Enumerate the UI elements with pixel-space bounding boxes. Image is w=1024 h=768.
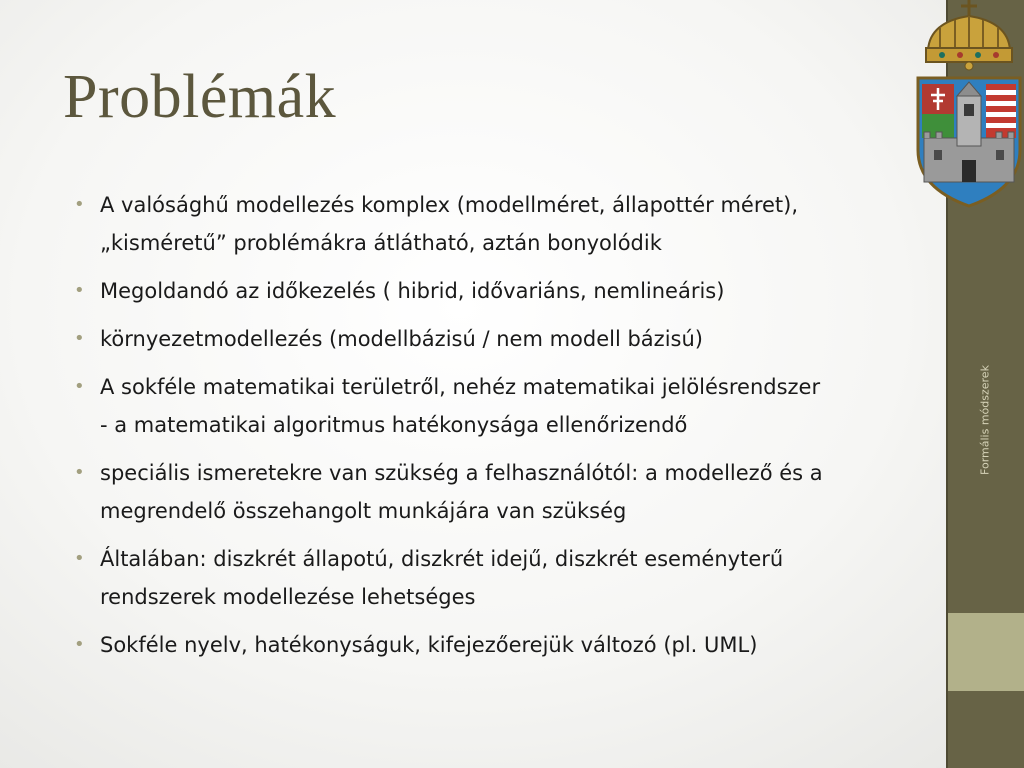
bullet-item [72,368,902,444]
bullet-list [72,186,902,674]
sidebar-light-block [948,613,1024,691]
bullet-item [72,454,902,530]
bullet-text: környezetmodellezés (modellbázisú / nem modell bázisú) [100,327,703,351]
bullet-text: Sokféle nyelv, hatékonyságuk, kifejezőerejük változó (pl. UML) [100,633,758,657]
bullet-marker: • [74,462,85,483]
bullet-text: A sokféle matematikai területről, nehéz matematikai jelölésrendszer [100,375,821,399]
bullet-item [72,626,902,664]
bullet-text-continued: „kisméretű” problémákra átlátható, aztán bonyolódik [100,231,662,255]
bullet-marker: • [74,376,85,397]
bullet-item [72,540,902,616]
bullet-marker: • [74,280,85,301]
bullet-text-continued: megrendelő összehangolt munkájára van szükség [100,499,627,523]
bullet-text-continued: - a matematikai algoritmus hatékonysága ellenőrizendő [100,413,688,437]
bullet-marker: • [74,194,85,215]
bullet-text: Megoldandó az időkezelés ( hibrid, idővariáns, nemlineáris) [100,279,725,303]
bullet-item [72,320,902,358]
bullet-marker: • [74,328,85,349]
slide-title: Problémák [63,63,337,131]
bullet-item [72,186,902,262]
coat-of-arms-icon [910,0,1024,210]
bullet-text: speciális ismeretekre van szükség a felhasználótól: a modellező és a [100,461,823,485]
bullet-marker: • [74,634,85,655]
bullet-text: A valósághű modellezés komplex (modellméret, állapottér méret), [100,193,799,217]
bullet-marker: • [74,548,85,569]
bullet-text-continued: rendszerek modellezése lehetséges [100,585,476,609]
bullet-text: Általában: diszkrét állapotú, diszkrét idejű, diszkrét eseményterű [100,547,784,571]
sidebar-caption: Formális módszerek [978,365,992,475]
bullet-item [72,272,902,310]
